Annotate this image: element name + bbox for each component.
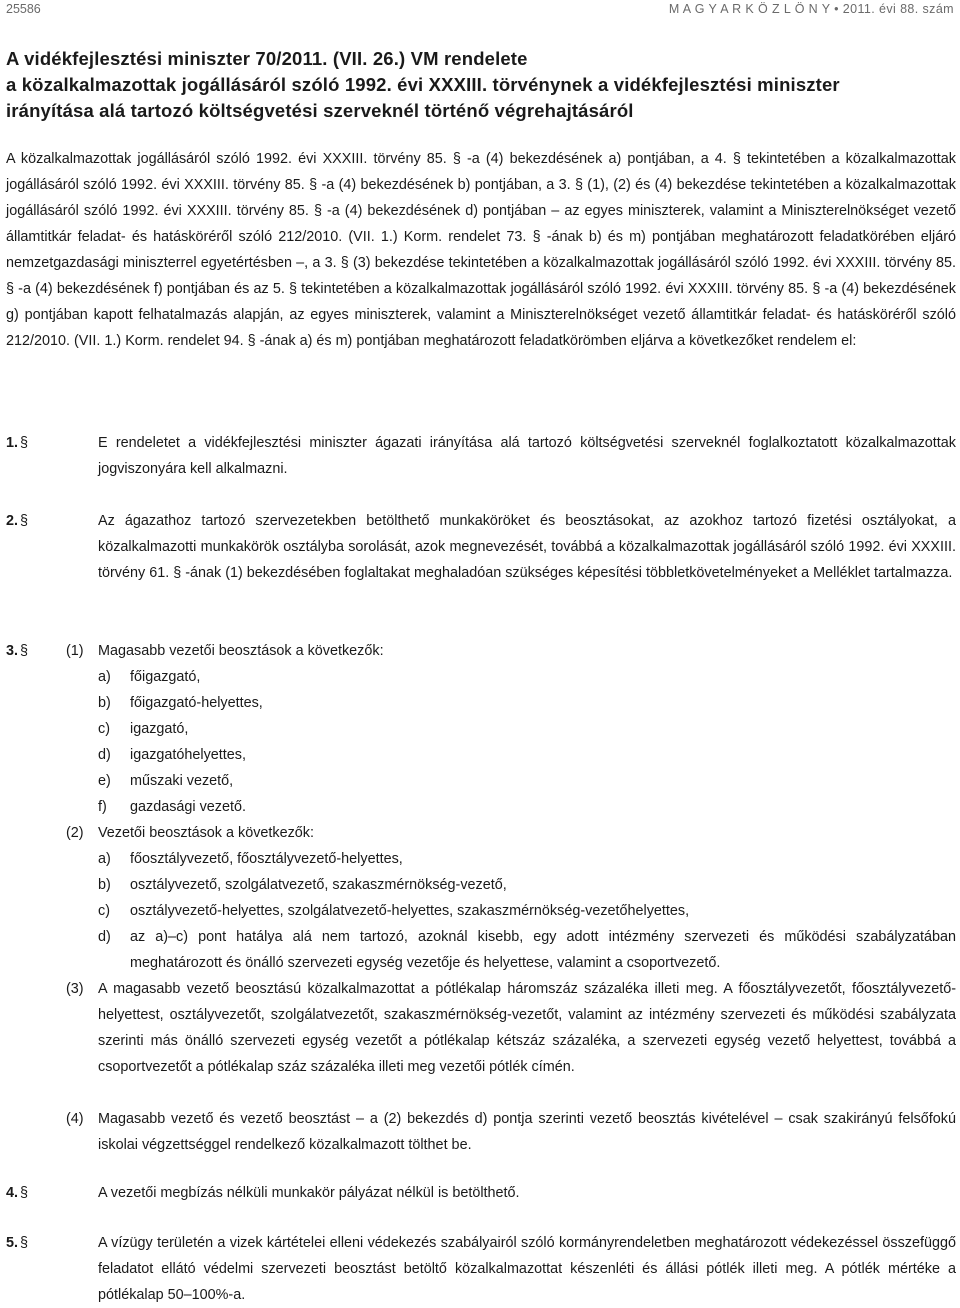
- section-3-symbol: §: [20, 643, 29, 659]
- subsection-3-3-text: A magasabb vezető beosztású közalkalmazottat a pótlékalap háromszáz százaléka illeti meg. A főosztályvezetőt, főosztályvezető-helyettest, osztályvezetőt, szolgálatvezetőt, szakaszmérnökség-vezetőt, valamint az intézmény szervezeti és működési szabályzata szerinti más önálló szervezeti egység vezetőt a pótlékalap kétszáz százaléka, a szervezeti egység vezető helyettest, továbbá a csoportvezetőt a pótlékalap száz százaléka illeti meg vezetői pótlék címén.: [98, 981, 956, 1075]
- list-item-text: főigazgató-helyettes,: [130, 695, 263, 711]
- decree-title-line-1: A vidékfejlesztési miniszter 70/2011. (VII. 26.) VM rendelete: [6, 48, 528, 69]
- list-item-text: igazgató,: [130, 721, 189, 737]
- running-title: M A G Y A R K Ö Z L Ö N Y • 2011. évi 88. szám: [668, 2, 954, 16]
- section-5-number: 5.: [6, 1235, 19, 1251]
- subsection-3-1-text: Magasabb vezetői beosztások a következők:: [98, 643, 384, 659]
- subsection-3-2-number: (2): [66, 825, 84, 841]
- section-2-symbol: §: [20, 513, 29, 529]
- section-5-text: A vízügy területén a vizek kártételei elleni védekezés szabályairól szóló kormányrendeletben meghatározott védekezéssel összefüggő feladatot ellátó védelmi szervezeti beosztást betöltő közalkalmazottat készenléti és állási pótlék illeti meg. A pótlék mértéke a pótlékalap 50–100%-a.: [98, 1235, 956, 1303]
- list-item-letter: a): [98, 851, 111, 867]
- subsection-3-4-number: (4): [66, 1111, 84, 1127]
- subsection-3-4-text: Magasabb vezető és vezető beosztást – a (2) bekezdés d) pontja szerinti vezető beosztás kivételével – csak szakirányú felsőfokú iskolai végzettséggel rendelkező közalkalmazott tölthet be.: [98, 1111, 956, 1153]
- page-header: [6, 0, 954, 20]
- section-5-symbol: §: [20, 1235, 29, 1251]
- section-2-text: Az ágazathoz tartozó szervezetekben betölthető munkaköröket és beosztásokat, az azokhoz tartozó fizetési osztályokat, a közalkalmazotti munkakörök osztályba sorolását, azok megnevezését, továbbá a közalkalmazottak jogállásáról szóló 1992. évi XXXIII. törvény 61. § -ának (1) bekezdésében foglaltakat meghaladóan szükséges képesítési többletkövetelményeket a Melléklet tartalmazza.: [98, 513, 956, 581]
- preamble-paragraph: A közalkalmazottak jogállásáról szóló 1992. évi XXXIII. törvény 85. § -a (4) bekezdésének a) pontjában, a 4. § tekintetében a közalkalmazottak jogállásáról szóló 1992. évi XXXIII. törvény 85. § -a (4) bekezdésének b) pontjában, a 3. § (1), (2) és (4) bekezdése tekintetében a közalkalmazottak jogállásáról szóló 1992. évi XXXIII. törvény 85. § -a (4) bekezdésének d) pontjában – az egyes miniszterek, valamint a Miniszterelnökséget vezető államtitkár feladat- és hatásköréről szóló 212/2010. (VII. 1.) Korm. rendelet 73. § -ának b) és m) pontjában meghatározott feladatkörében eljáró nemzetgazdasági miniszterrel egyetértésben –, a 3. § (3) bekezdése tekintetében a közalkalmazottak jogállásáról szóló 1992. évi XXXIII. törvény 85. § -a (4) bekezdésének f) pontjában és az 5. § tekintetében a közalkalmazottak jogállásáról szóló 1992. évi XXXIII. törvény 85. § -a (4) bekezdésének g) pontjában kapott felhatalmazás alapján, az egyes miniszterek, valamint a Miniszterelnökséget vezető államtitkár feladat- és hatásköréről szóló 212/2010. (VII. 1.) Korm. rendelet 94. § -ának a) és m) pontjában meghatározott feladatkörömben eljárva a következőket rendelem el:: [6, 151, 956, 349]
- list-item-letter: c): [98, 903, 110, 919]
- page-number: 25586: [6, 2, 41, 16]
- decree-title-line-2: a közalkalmazottak jogállásáról szóló 1992. évi XXXIII. törvénynek a vidékfejlesztési miniszter: [6, 74, 840, 95]
- list-item-text: osztályvezető-helyettes, szolgálatvezető-helyettes, szakaszmérnökség-vezetőhelyettes,: [130, 903, 690, 919]
- list-item-letter: e): [98, 773, 111, 789]
- section-2-number: 2.: [6, 513, 19, 529]
- list-item-letter: d): [98, 929, 111, 945]
- list-item-letter: b): [98, 877, 111, 893]
- list-item-text: az a)–c) pont hatálya alá nem tartozó, azoknál kisebb, egy adott intézmény szervezeti és működési szabályzatában meghatározott és önálló szervezeti egység vezetője és helyettese, valamint a csoportvezető.: [130, 929, 956, 971]
- list-item-letter: f): [98, 799, 107, 815]
- list-item-letter: a): [98, 669, 111, 685]
- list-item-text: műszaki vezető,: [130, 773, 234, 789]
- section-1-text: E rendeletet a vidékfejlesztési miniszter ágazati irányítása alá tartozó költségvetési szerveknél foglalkoztatott közalkalmazottak jogviszonyára kell alkalmazni.: [98, 435, 956, 477]
- section-4-text: A vezetői megbízás nélküli munkakör pályázat nélkül is betölthető.: [98, 1185, 520, 1201]
- list-item-text: főigazgató,: [130, 669, 201, 685]
- section-1-number: 1.: [6, 435, 19, 451]
- subsection-3-3-number: (3): [66, 981, 84, 997]
- section-1-symbol: §: [20, 435, 29, 451]
- list-item-text: igazgatóhelyettes,: [130, 747, 247, 763]
- list-item-text: osztályvezető, szolgálatvezető, szakaszmérnökség-vezető,: [130, 877, 507, 893]
- decree-title: [6, 46, 954, 124]
- subsection-3-1-number: (1): [66, 643, 84, 659]
- section-3-number: 3.: [6, 643, 19, 659]
- decree-title-line-3: irányítása alá tartozó költségvetési szerveknél történő végrehajtásáról: [6, 100, 634, 121]
- list-item-text: főosztályvezető, főosztályvezető-helyettes,: [130, 851, 403, 867]
- list-item-letter: c): [98, 721, 110, 737]
- section-4-symbol: §: [20, 1185, 29, 1201]
- subsection-3-2-text: Vezetői beosztások a következők:: [98, 825, 314, 841]
- section-4-number: 4.: [6, 1185, 19, 1201]
- list-item-letter: b): [98, 695, 111, 711]
- list-item-text: gazdasági vezető.: [130, 799, 247, 815]
- list-item-letter: d): [98, 747, 111, 763]
